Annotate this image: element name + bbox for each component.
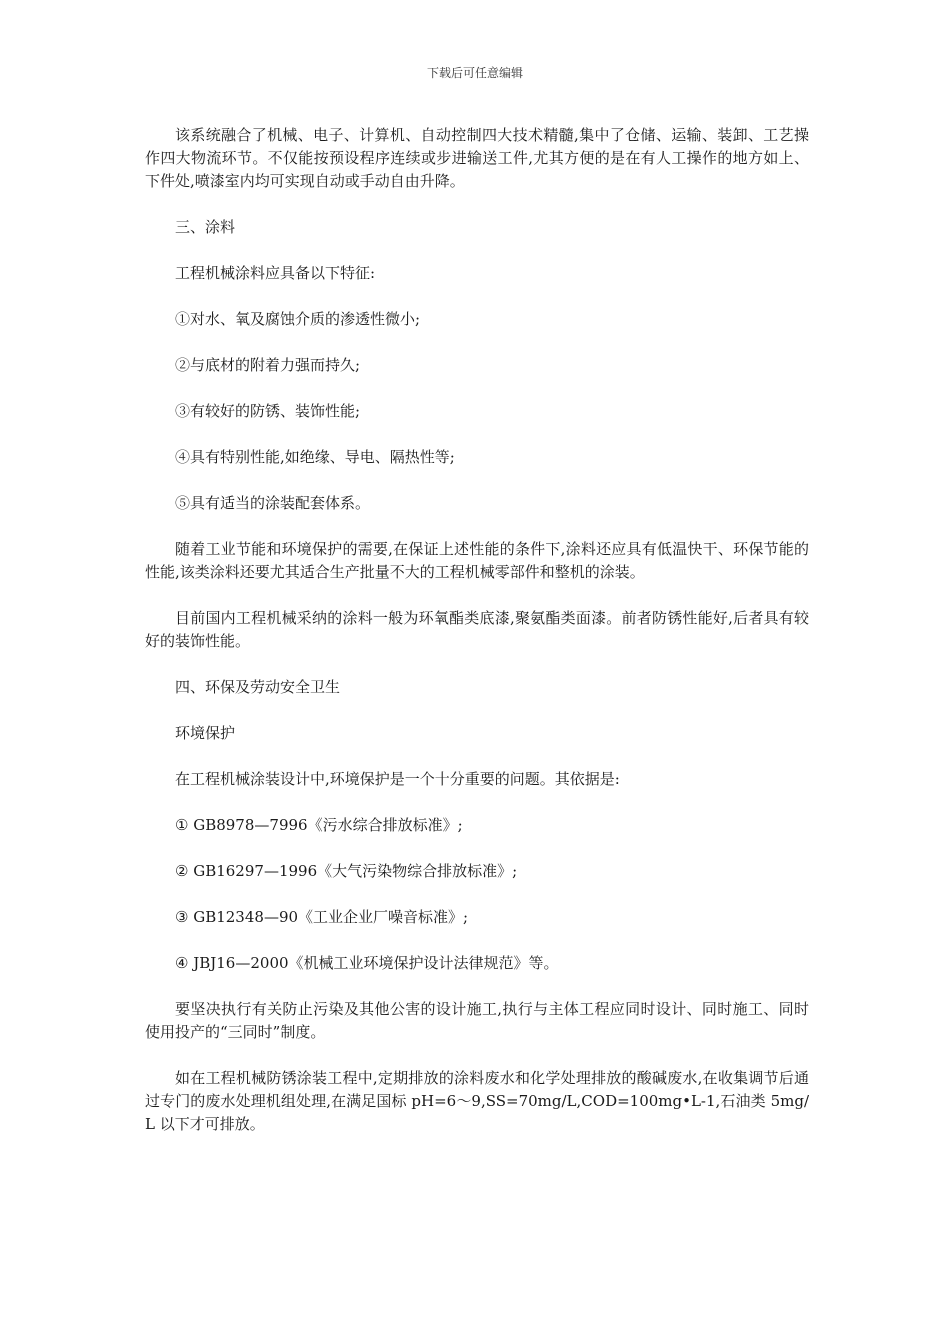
subheading-environment-protection: 环境保护 (175, 724, 236, 742)
paragraph-domestic-coatings: 目前国内工程机械采纳的涂料一般为环氧酯类底漆,聚氨酯类面漆。前者防锈性能好,后者具有较好的装饰性能。 (145, 609, 809, 650)
paragraph-three-simultaneous: 要坚决执行有关防止污染及其他公害的设计施工,执行与主体工程应同时设计、同时施工、同时使用投产的“三同时”制度。 (145, 1000, 809, 1041)
standard-item-4: ④ JBJ16—2000《机械工业环境保护设计法律规范》等。 (175, 954, 559, 972)
paragraph-wastewater: 如在工程机械防锈涂装工程中,定期排放的涂料废水和化学处理排放的酸碱废水,在收集调节后通过专门的废水处理机组处理,在满足国标 pH=6～9,SS=70mg/L,COD=100mg•L-1,石油类 5mg/L 以下才可排放。 (145, 1069, 809, 1133)
standard-item-1: ① GB8978—7996《污水综合排放标准》; (175, 816, 463, 834)
coating-feature-3: ③有较好的防锈、装饰性能; (175, 402, 361, 420)
coating-feature-2: ②与底材的附着力强而持久; (175, 356, 361, 374)
section-heading-coating: 三、涂料 (175, 218, 236, 236)
paragraph-system-description: 该系统融合了机械、电子、计算机、自动控制四大技术精髓,集中了仓储、运输、装卸、工艺操作四大物流环节。不仅能按预设程序连续或步进输送工件,尤其方便的是在有人工操作的地方如上、下件处,喷漆室内均可实现自动或手动自由升降。 (145, 126, 809, 190)
document-body (145, 124, 809, 1159)
coating-features-intro: 工程机械涂料应具备以下特征: (175, 264, 376, 282)
standard-item-3: ③ GB12348—90《工业企业厂噪音标准》; (175, 908, 469, 926)
coating-feature-5: ⑤具有适当的涂装配套体系。 (175, 494, 371, 512)
coating-feature-1: ①对水、氧及腐蚀介质的渗透性微小; (175, 310, 421, 328)
standard-item-2: ② GB16297—1996《大气污染物综合排放标准》; (175, 862, 518, 880)
environment-basis-intro: 在工程机械涂装设计中,环境保护是一个十分重要的问题。其依据是: (175, 770, 620, 788)
coating-feature-4: ④具有特别性能,如绝缘、导电、隔热性等; (175, 448, 455, 466)
paragraph-energy-saving: 随着工业节能和环境保护的需要,在保证上述性能的条件下,涂料还应具有低温快干、环保节能的性能,该类涂料还要尤其适合生产批量不大的工程机械零部件和整机的涂装。 (145, 540, 809, 581)
section-heading-environment-safety: 四、环保及劳动安全卫生 (175, 678, 341, 696)
page-header-note: 下载后可任意编辑 (426, 66, 523, 80)
